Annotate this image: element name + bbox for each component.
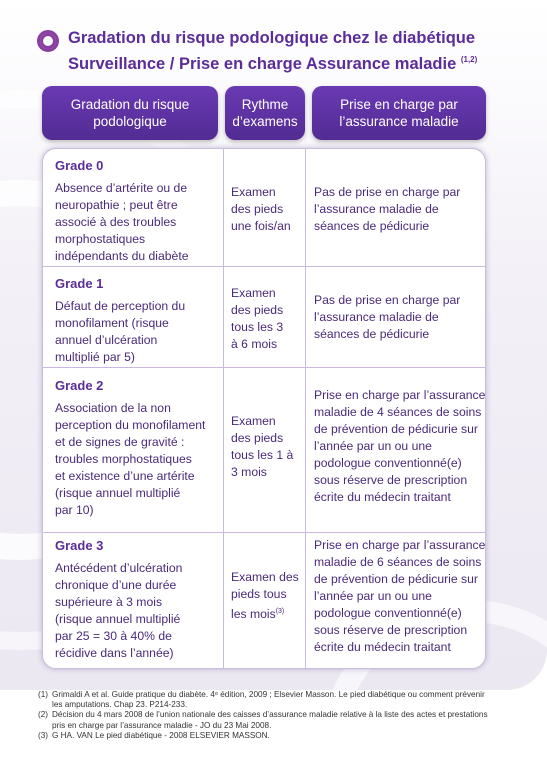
risk-table [42,148,486,669]
table-row-grade-1 [55,275,219,366]
rythme-cell [231,413,303,481]
prise-cell [314,537,486,656]
header-rythme [225,86,305,140]
header-gradation-label: Gradation du risque podologique [70,97,190,129]
header-gradation [42,86,218,140]
rythme-cell [231,569,303,623]
footnote-number: (2) [38,710,49,720]
footnote-1 [38,690,518,710]
rythme-text: Examen des pieds tous les 1 à 3 mois [231,414,294,479]
title-reference: (1,2) [460,55,478,64]
footnote-text: Décision du 4 mars 2008 de l’union nationale des caisses d’assurance maladie relative à la liste des actes et prestations pris en charge par l’assurance maladie - JO du 23 Mai 2008. [52,710,488,730]
grade-description: Association de la non perception du monofilament et de signes de gravité : troubles morphostatiques et existence d’une artérite (risque annuel multiplié par 10) [55,401,206,517]
column-divider [305,149,306,668]
rythme-cell [231,184,303,235]
prise-text: Prise en charge par l’assurance maladie de 6 séances de soins de prévention de pédicurie sur l’année par un ou une podologue conventionné(e) sous réserve de prescription écrite du médecin traitant [314,538,486,654]
grade-label: Grade 0 [55,158,104,173]
table-row-grade-0 [55,157,219,265]
grade-description: Défaut de perception du monofilament (risque annuel d’ulcération multiplié par 5) [55,299,186,364]
title-line-2-text: Surveillance / Prise en charge Assurance maladie [68,55,457,73]
page-title [38,28,538,75]
header-rythme-label: Rythme d’examens [232,97,298,129]
rythme-text-main: Examen des pieds tous les mois [231,570,299,621]
table-row-grade-2 [55,377,221,519]
row-divider [43,367,485,368]
grade-description: Absence d’artérite ou de neuropathie ; peut être associé à des troubles morphostatiques indépendants du diabète [55,181,189,263]
rythme-text [231,569,303,623]
prise-text: Pas de prise en charge par l’assurance maladie de séances de pédicurie [314,293,461,341]
footnote-3 [38,731,518,741]
table-row-grade-3 [55,537,221,662]
footnote-number: (1) [38,690,49,699]
row-divider [43,266,485,267]
prise-cell [314,292,486,343]
rythme-text: Examen des pieds tous les 3 à 6 mois [231,286,284,351]
rythme-cell [231,285,303,353]
prise-text: Pas de prise en charge par l’assurance maladie de séances de pédicurie [314,185,461,233]
header-prise-en-charge [312,86,486,140]
rythme-text: Examen des pieds une fois/an [231,185,291,233]
target-icon [37,30,59,52]
title-line-2 [68,49,538,75]
rythme-reference: (3) [275,608,285,615]
row-divider [43,532,485,533]
prise-cell [314,387,486,506]
footnote-text: Grimaldi A et al. Guide pratique du diabète. 4ᵉ édition, 2009 ; Elsevier Masson. Le pied diabétique ou comment prévenir les amputations. Chap 23. P214-233. [52,690,485,710]
grade-label: Grade 1 [55,276,104,291]
footnotes [38,690,518,741]
column-divider [223,149,224,668]
footnote-2 [38,710,518,730]
footnote-text: G HA. VAN Le pied diabétique - 2008 ELSEVIER MASSON. [52,730,270,740]
prise-cell [314,184,486,235]
grade-label: Grade 3 [55,538,104,553]
header-prise-label: Prise en charge par l’assurance maladie [339,97,459,129]
grade-description: Antécédent d’ulcération chronique d’une durée supérieure à 3 mois (risque annuel multiplié par 25 = 30 à 40% de récidive dans l’année) [55,561,183,660]
grade-label: Grade 2 [55,378,104,393]
prise-text: Prise en charge par l’assurance maladie de 4 séances de soins de prévention de pédicurie sur l’année par un ou une podologue conventionné(e) sous réserve de prescription écrite du médecin traitant [314,388,486,504]
footnote-number: (3) [38,730,49,740]
title-line-1: Gradation du risque podologique chez le diabétique [68,29,476,47]
